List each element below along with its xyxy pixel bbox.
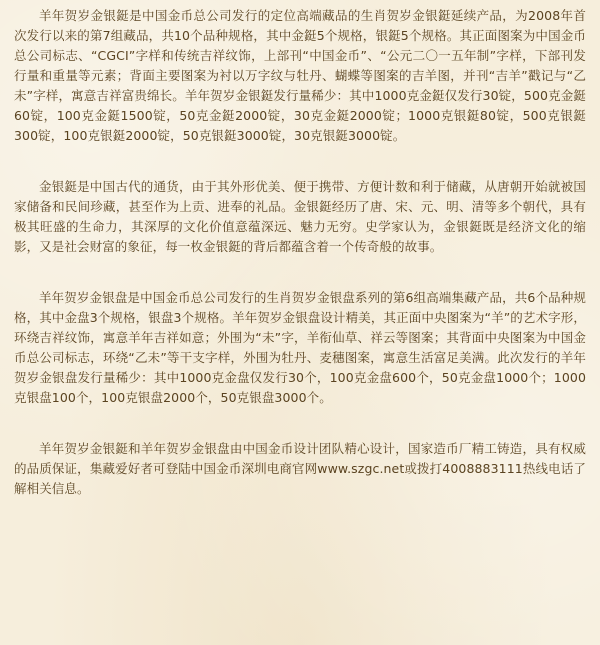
paragraph-gold-silver-plates: 羊年贺岁金银盘是中国金币总公司发行的生肖贺岁金银盘系列的第6组高端集藏产品，共6个品种规格，其中金盘3个规格，银盘3个规格。羊年贺岁金银盘设计精美，其正面中央图案为“羊”的艺术字形，环绕吉祥纹饰，寓意羊年吉祥如意；外围为“未”字，羊衔仙草、祥云等图案；其背面中央图案为中国金币总公司标志，环绕“乙未”等干支字样，外围为牡丹、麦穗图案，寓意生活富足美满。此次发行的羊年贺岁金银盘发行量稀少：其中1000克金盘仅发行30个，100克金盘600个，50克金盘1000个；1000克银盘100个，100克银盘2000个，50克银盘3000个。 bbox=[14, 290, 586, 405]
paragraph-contact-info: 羊年贺岁金银鋌和羊年贺岁金银盘由中国金币设计团队精心设计，国家造币厂精工铸造，具有权威的品质保证，集藏爱好者可登陆中国金币深圳电商官网www.szgc.net或拨打4008883111热线电话了解相关信息。 bbox=[14, 441, 586, 496]
paragraph-ingot-history: 金银鋌是中国古代的通货，由于其外形优美、便于携带、方便计数和利于储藏，从唐朝开始就被国家储备和民间珍藏，甚至作为上贡、进奉的礼品。金银鋌经历了唐、宋、元、明、清等多个朝代，具有极其旺盛的生命力，其深厚的文化价值意蕴深远、魅力无穷。史学家认为，金银鋌既是经济文化的缩影，又是社会财富的象征，每一枚金银鋌的背后都蕴含着一个传奇般的故事。 bbox=[14, 179, 586, 254]
paragraph-gold-silver-ingots-intro: 羊年贺岁金银鋌是中国金币总公司发行的定位高端藏品的生肖贺岁金银鋌延续产品，为2008年首次发行以来的第7组藏品，共10个品种规格，其中金鋌5个规格，银鋌5个规格。其正面图案为中国金币总公司标志、“CGCI”字样和传统吉祥纹饰，上部刊“中国金币”、“公元二〇一五年制”字样，下部刊发行量和重量等元素；背面主要图案为衬以万字纹与牡丹、蝴蝶等图案的吉羊图，并刊“吉羊”戳记与“乙未”字样，寓意吉祥富贵绵长。羊年贺岁金银鋌发行量稀少：其中1000克金鋌仅发行30锭，500克金鋌60锭，100克金鋌1500锭，50克金鋌2000锭，30克金鋌2000锭；1000克银鋌80锭，500克银鋌300锭，100克银鋌2000锭，50克银鋌3000锭，30克银鋌3000锭。 bbox=[14, 8, 586, 143]
